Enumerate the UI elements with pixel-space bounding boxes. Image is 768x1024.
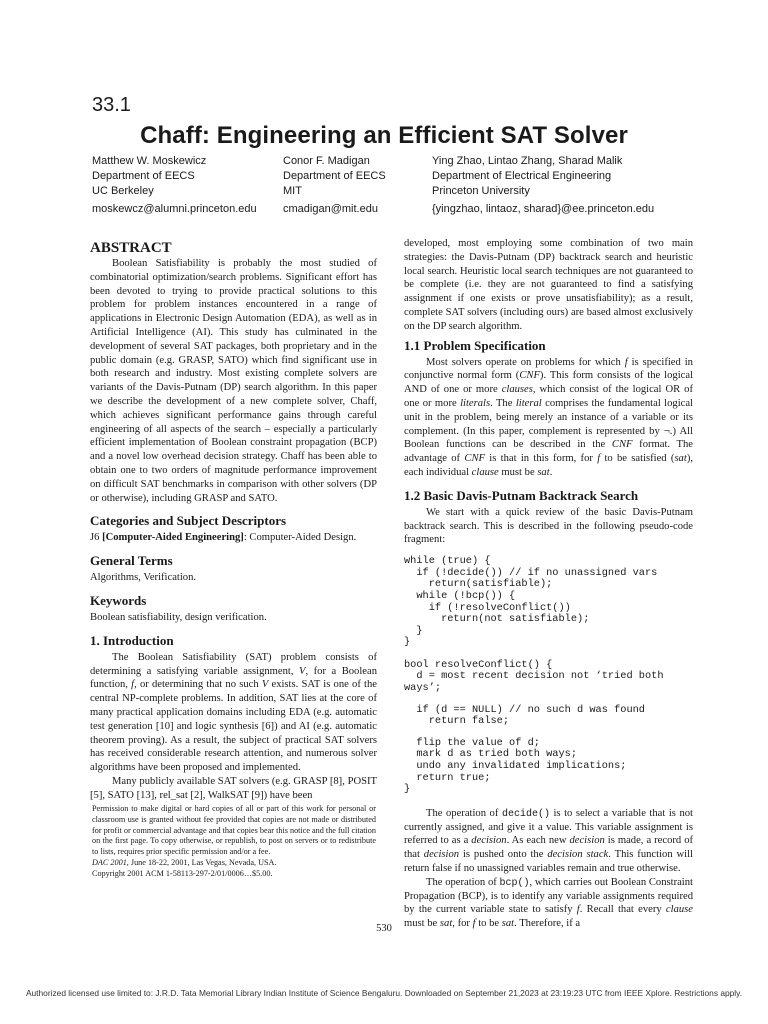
section-1-2-text: We start with a quick review of the basic Davis-Putnam backtrack search. This is described in the following pseudo-code fragment:: [404, 506, 693, 546]
author-email: moskewcz@alumni.princeton.edu: [92, 203, 257, 215]
author-block-3: [432, 154, 654, 217]
conference-details: , June 18-22, 2001, Las Vegas, Nevada, USA.: [126, 857, 277, 867]
author-block-1: [92, 154, 257, 217]
author-institution: Princeton University: [432, 185, 530, 197]
permission-text: Permission to make digital or hard copies of all or part of this work for personal or classroom use is granted without fee provided that copies are not made or distributed for profit or commercial advantage and that copies bear this notice and the full citation on the first page. To copy otherwise, or republish, to post on servers or to redistribute to lists, requires prior specific permission and/or a fee.: [92, 804, 376, 857]
introduction-heading: 1. Introduction: [90, 632, 174, 648]
session-number: 33.1: [92, 94, 131, 116]
pseudo-code-flip: flip the value of d; mark d as tried both ways; undo any invalidated implications; return true; }: [404, 736, 627, 796]
section-1-2-heading: 1.2 Basic Davis-Putnam Backtrack Search: [404, 487, 639, 503]
conference-name: DAC 2001: [92, 857, 127, 867]
paper-title: Chaff: Engineering an Efficient SAT Solver: [140, 122, 628, 149]
introduction-paragraph-2: Many publicly available SAT solvers (e.g. GRASP [8], POSIT [5], SATO [13], rel_sat [2], WalkSAT [9]) have been: [90, 775, 377, 801]
right-column: [404, 237, 693, 931]
pseudo-code-resolve-conflict: bool resolveConflict() { d = most recent decision not ‘tried both ways’;: [404, 658, 664, 695]
page-number: 530: [376, 923, 392, 934]
author-block-2: [283, 154, 386, 217]
introduction-paragraph-1: The Boolean Satisfiability (SAT) problem consists of determining a satisfying variable assignment, V, for a Boolean function, f, or determining that no such V exists. SAT is one of the central NP-complete problems. In addition, SAT lies at the core of many practical application domains including EDA (e.g. automatic test generation [10] and logic synthesis [6]) and AI (e.g. automatic theorem proving). As a result, the subject of practical SAT solvers has received considerable research attention, and numerous solver algorithms have been proposed and implemented.: [90, 651, 378, 774]
author-name: Ying Zhao, Lintao Zhang, Sharad Malik: [432, 155, 623, 167]
categories-heading: Categories and Subject Descriptors: [90, 513, 287, 529]
author-department: Department of EECS: [283, 170, 386, 182]
permission-notice: [92, 804, 376, 880]
categories-text: J6 [Computer-Aided Engineering]: Computer-Aided Design.: [90, 532, 357, 544]
author-department: Department of EECS: [92, 170, 195, 182]
author-department: Department of Electrical Engineering: [432, 170, 612, 182]
author-name: Matthew W. Moskewicz: [92, 155, 207, 167]
pseudo-code-main-loop: while (true) { if (!decide()) // if no unassigned vars return(satisfiable); while (!bcp()) { if (!resolveConflict()) return(not satisfiable); } }: [404, 555, 658, 649]
abstract-text: Boolean Satisfiability is probably the most studied of combinatorial optimization/search problems. Significant effort has been devoted to trying to provide practical solutions to this problem for problem instances encountered in a range of applications in Electronic Design Automation (EDA), as well as in Artificial Intelligence (AI). This study has culminated in the development of several SAT packages, both proprietary and in the public domain (e.g. GRASP, SATO) which find significant use in both research and industry. Most existing complete solvers are variants of the Davis-Putnam (DP) search algorithm. In this paper we describe the development of a new complete solver, Chaff, which achieves significant performance gains through careful engineering of all aspects of the search – especially a particularly efficient implementation of Boolean constraint propagation (BCP) and a novel low overhead decision strategy. Chaff has been able to obtain one to two orders of magnitude performance improvement on difficult SAT benchmarks in comparison with other solvers (DP or otherwise), including GRASP and SATO.: [90, 258, 377, 504]
keywords-text: Boolean satisfiability, design verification.: [90, 611, 267, 623]
general-terms-text: Algorithms, Verification.: [90, 572, 197, 584]
pseudo-code-null-check: if (d == NULL) // no such d was found return false;: [416, 703, 645, 728]
author-institution: MIT: [283, 185, 302, 197]
copyright-line: Copyright 2001 ACM 1-58113-297-2/01/0006…$5.00.: [92, 868, 273, 878]
author-institution: UC Berkeley: [92, 185, 154, 197]
section-1-1-heading: 1.1 Problem Specification: [404, 337, 546, 353]
bcp-description: The operation of bcp(), which carries out Boolean Constraint Propagation (BCP), is to identify any variable assignments required by the current variable state to satisfy f. Recall that every clause must be sat, for f to be sat. Therefore, if a: [404, 876, 693, 930]
abstract-heading: ABSTRACT: [90, 240, 172, 256]
keywords-heading: Keywords: [90, 592, 147, 608]
decide-description: The operation of decide() is to select a variable that is not currently assigned, and give it a value. This variable assignment is referred to as a decision. As each new decision is made, a record of that decision is pushed onto the decision stack. This function will return false if no unassigned variables remain and true otherwise.: [404, 807, 694, 875]
author-name: Conor F. Madigan: [283, 155, 370, 167]
left-column: [90, 239, 377, 803]
section-1-1-text: Most solvers operate on problems for which f is specified in conjunctive normal form (CNF). This form consists of the logical AND of one or more clauses, which consist of the logical OR of one or more literals. The literal comprises the fundamental logical unit in the problem, being merely an instance of a variable or its complement. (In this paper, complement is represented by ¬.) All Boolean functions can be described in the CNF format. The advantage of CNF is that in this form, for f to be satisfied (sat), each individual clause must be sat.: [404, 356, 694, 478]
author-email: {yingzhao, lintaoz, sharad}@ee.princeton.edu: [432, 203, 655, 215]
license-footer: Authorized licensed use limited to: J.R.D. Tata Memorial Library Indian Institute of Science Bengaluru. Downloaded on September 21,2023 at 23:19:23 UTC from IEEE Xplore. Restrictions apply.: [25, 988, 743, 998]
author-email: cmadigan@mit.edu: [283, 203, 378, 215]
general-terms-heading: General Terms: [90, 553, 173, 569]
continued-paragraph: developed, most employing some combination of two main strategies: the Davis-Putnam (DP) backtrack search and heuristic local search. Heuristic local search techniques are not guaranteed to be complete (i.e. they are not guaranteed to find a satisfying assignment if one exists or prove unsatisfiability); as a result, complete SAT solvers (including ours) are based almost exclusively on the DP search algorithm.: [404, 238, 693, 332]
